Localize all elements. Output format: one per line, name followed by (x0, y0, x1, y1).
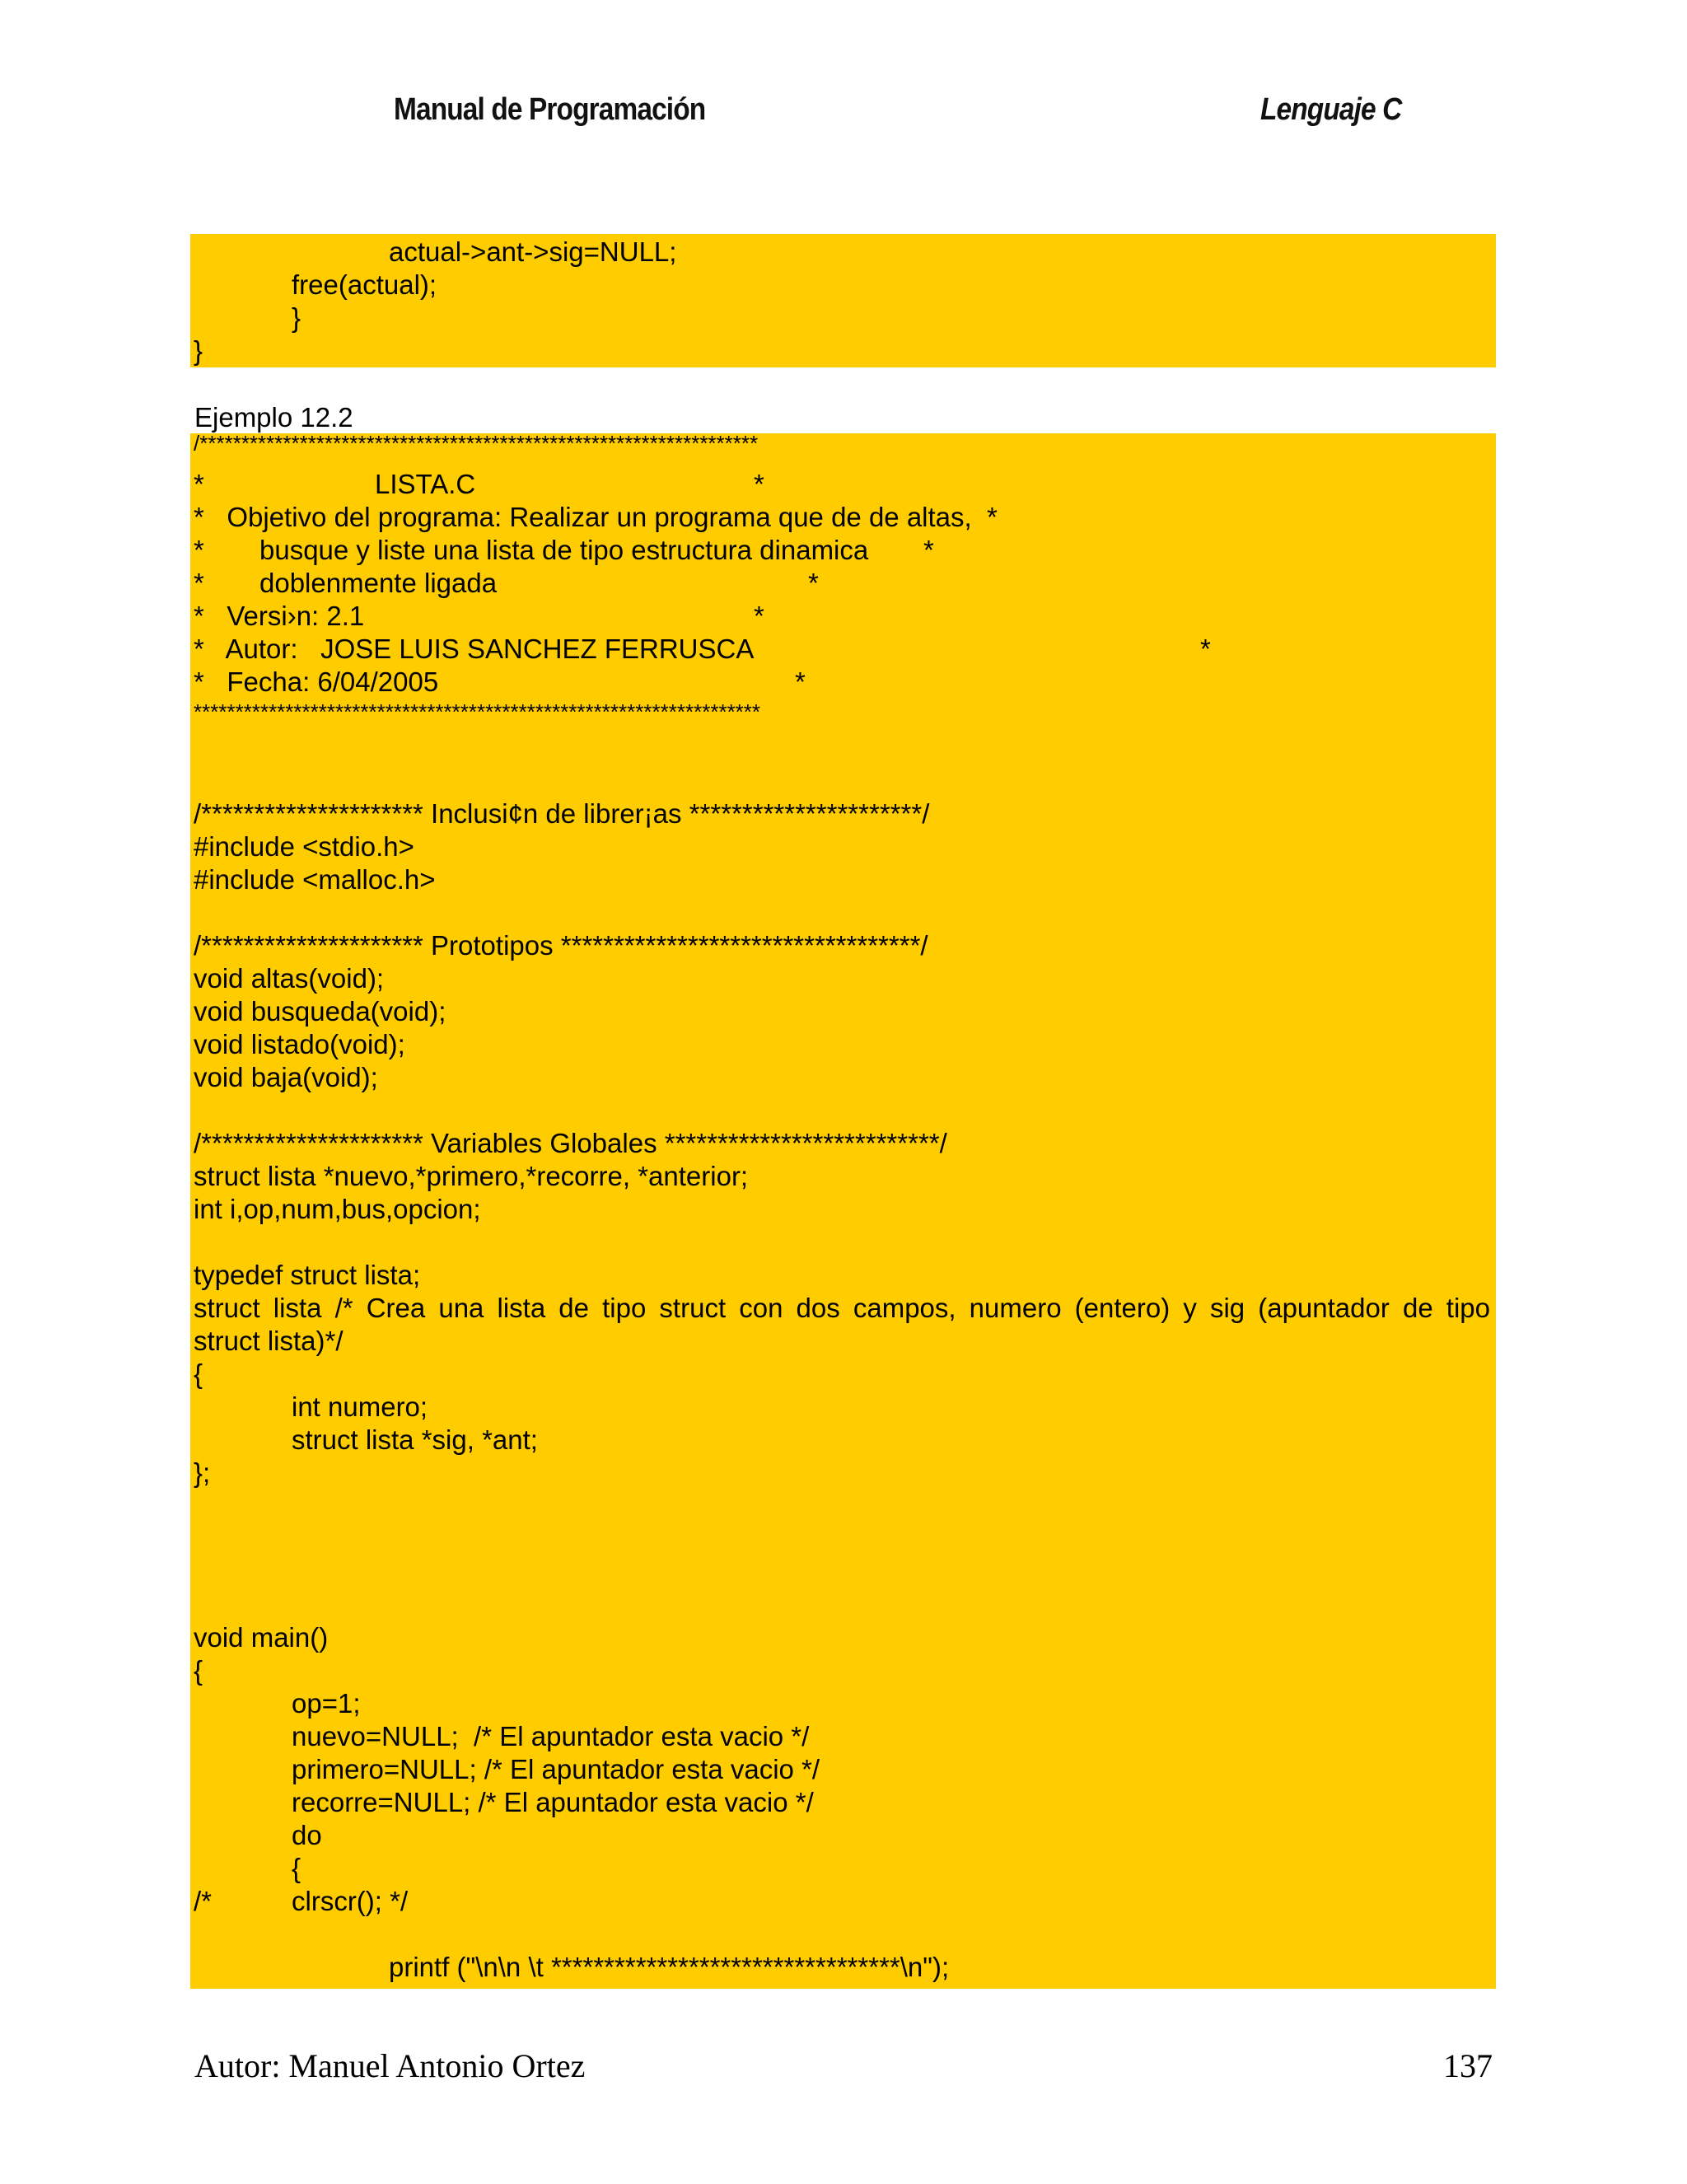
code-line: { (194, 1655, 203, 1686)
code-line: struct lista /* Crea una lista de tipo struct con dos campos, numero (entero) y sig (apuntador de tipo (194, 1293, 1490, 1323)
code-line: actual->ant->sig=NULL; (389, 236, 677, 267)
code-line: * (194, 469, 204, 499)
code-line: typedef struct lista; (194, 1260, 421, 1290)
code-line: * (194, 568, 204, 598)
code-line: } (194, 335, 203, 366)
code-line: void baja(void); (194, 1062, 378, 1092)
page-number: 137 (1443, 2047, 1493, 2084)
code-line: do (292, 1820, 322, 1850)
code-line: * Fecha: 6/04/2005 (194, 666, 439, 697)
code-line: } (292, 302, 301, 333)
code-line: struct lista *nuevo,*primero,*recorre, *anterior; (194, 1161, 749, 1191)
code-line: LISTA.C (375, 469, 476, 499)
header-language-title: Lenguaje C (1260, 92, 1402, 127)
code-line: free(actual); (292, 269, 437, 300)
footer-author: Autor: Manuel Antonio Ortez (194, 2047, 586, 2084)
code-line: recorre=NULL; /* El apuntador esta vacio */ (292, 1787, 814, 1817)
code-line: * (1200, 634, 1211, 664)
code-line: busque y liste una lista de tipo estructura dinamica (259, 535, 869, 565)
code-line: primero=NULL; /* El apuntador esta vacio */ (292, 1754, 820, 1784)
code-line: op=1; (292, 1688, 361, 1719)
code-line: void main() (194, 1622, 329, 1653)
code-line: int numero; (292, 1391, 428, 1422)
code-line: void listado(void); (194, 1029, 405, 1059)
code-line: /* (194, 1886, 213, 1916)
code-line: * (194, 535, 204, 565)
code-line: * (754, 601, 764, 631)
code-line: struct lista *sig, *ant; (292, 1424, 538, 1455)
code-line: * (795, 666, 806, 697)
code-line: doblenmente ligada (259, 568, 498, 598)
code-line: void altas(void); (194, 963, 385, 994)
code-line: clrscr(); */ (292, 1886, 409, 1916)
code-line: /********************* Inclusi¢n de librer¡as **********************/ (194, 798, 930, 829)
code-line: * Versi›n: 2.1 (194, 601, 365, 631)
code-line: /******************************************************************* (194, 431, 759, 456)
code-line: #include <malloc.h> (194, 864, 436, 895)
code-line: int i,op,num,bus,opcion; (194, 1194, 481, 1224)
code-line: void busqueda(void); (194, 996, 446, 1027)
code-line: #include <stdio.h> (194, 831, 414, 862)
code-line: * (808, 568, 819, 598)
code-line: * (754, 469, 764, 499)
code-line: * Objetivo del programa: Realizar un programa que de de altas, * (194, 502, 998, 532)
code-line: /********************* Prototipos **********************************/ (194, 930, 928, 961)
code-line: printf ("\n\n \t *********************************\n"); (389, 1952, 950, 1982)
code-line: ******************************************************************** (194, 699, 761, 724)
code-line: nuevo=NULL; /* El apuntador esta vacio */ (292, 1721, 810, 1751)
code-line: * Autor: JOSE LUIS SANCHEZ FERRUSCA (194, 634, 755, 664)
code-block-continuation (190, 234, 1496, 367)
code-line: /********************* Variables Globales **************************/ (194, 1128, 947, 1158)
code-line: struct lista)*/ (194, 1326, 343, 1356)
code-line: }; (194, 1457, 211, 1488)
code-line: { (194, 1359, 203, 1389)
code-line: { (292, 1853, 301, 1883)
code-line: * (923, 535, 934, 565)
header-manual-title: Manual de Programación (394, 92, 706, 127)
example-label: Ejemplo 12.2 (194, 402, 353, 433)
code-block-example (190, 433, 1496, 1989)
